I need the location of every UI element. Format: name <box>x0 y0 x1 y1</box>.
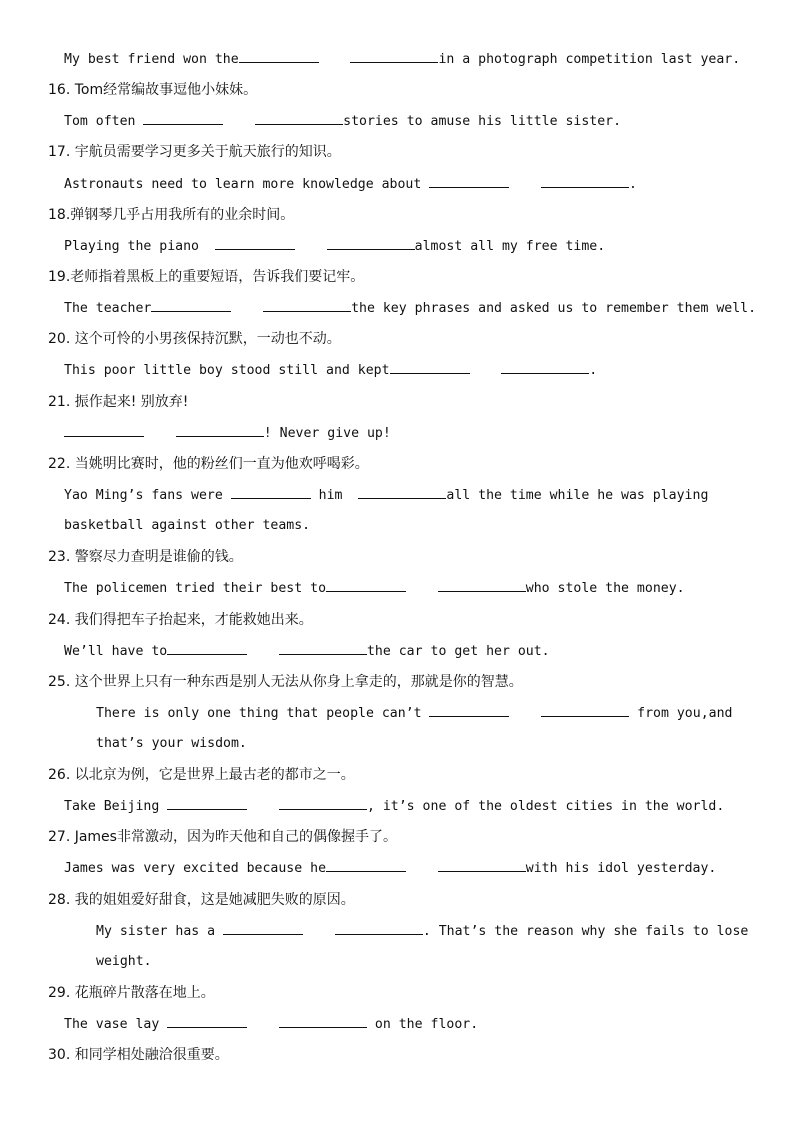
answer-line <box>64 173 637 195</box>
fill-in-blank[interactable] <box>167 1013 247 1028</box>
answer-line <box>64 359 597 381</box>
sentence-text: Yao Ming’s fans were <box>64 488 231 503</box>
answer-line <box>64 640 550 662</box>
fill-in-blank[interactable] <box>390 359 470 374</box>
sentence-text: the car to get her out. <box>366 644 550 659</box>
fill-in-blank[interactable] <box>327 235 415 250</box>
fill-in-blank[interactable] <box>176 422 264 437</box>
question-prompt: 27. James非常激动，因为昨天他和自己的偶像握手了。 <box>48 829 397 845</box>
answer-line <box>64 577 685 599</box>
sentence-text <box>223 114 255 129</box>
question-prompt: 18.弹钢琴几乎占用我所有的业余时间。 <box>48 207 295 223</box>
answer-line <box>64 297 756 319</box>
fill-in-blank[interactable] <box>223 920 303 935</box>
question-prompt: 22. 当姚明比赛时，他的粉丝们一直为他欢呼喝彩。 <box>48 456 369 472</box>
sentence-text: This poor little boy stood still and kept <box>64 363 390 378</box>
fill-in-blank[interactable] <box>215 235 295 250</box>
sentence-text: . <box>629 177 637 192</box>
fill-in-blank[interactable] <box>541 702 629 717</box>
sentence-text: . <box>589 363 598 378</box>
question-prompt: 19.老师指着黑板上的重要短语，告诉我们要记牢。 <box>48 269 365 285</box>
sentence-text: the key phrases and asked us to remember them well. <box>351 301 757 316</box>
sentence-text: all the time while he was playing <box>446 488 709 503</box>
question-prompt: 26. 以北京为例，它是世界上最古老的都市之一。 <box>48 767 355 783</box>
fill-in-blank[interactable] <box>541 173 629 188</box>
sentence-text: ! Never give up! <box>263 426 391 441</box>
fill-in-blank[interactable] <box>358 484 446 499</box>
answer-line <box>64 422 391 444</box>
answer-line <box>64 235 605 257</box>
fill-in-blank[interactable] <box>239 48 319 63</box>
sentence-text: basketball against other teams. <box>64 518 311 533</box>
sentence-text <box>406 581 438 596</box>
answer-line <box>64 857 716 879</box>
fill-in-blank[interactable] <box>326 577 406 592</box>
answer-line <box>96 920 748 942</box>
answer-line <box>64 515 310 537</box>
answer-line <box>64 484 708 506</box>
sentence-text: My sister has a <box>96 924 224 939</box>
answer-line <box>64 110 621 132</box>
sentence-text: My best friend won the <box>64 52 239 67</box>
sentence-text: There is only one thing that people can’t <box>96 706 430 721</box>
fill-in-blank[interactable] <box>231 484 311 499</box>
answer-line <box>96 951 152 973</box>
answer-line <box>64 1013 478 1035</box>
sentence-text: stories to amuse his little sister. <box>343 114 622 129</box>
sentence-text: who stole the money. <box>525 581 685 596</box>
sentence-text: , it’s one of the oldest cities in the world. <box>366 799 725 814</box>
sentence-text: We’ll have to <box>64 644 168 659</box>
sentence-text <box>247 644 279 659</box>
sentence-text: The policemen tried their best to <box>64 581 327 596</box>
sentence-text <box>406 861 438 876</box>
fill-in-blank[interactable] <box>335 920 423 935</box>
question-prompt: 20. 这个可怜的小男孩保持沉默，一动也不动。 <box>48 331 341 347</box>
question-prompt: 23. 警察尽力查明是谁偷的钱。 <box>48 549 243 565</box>
question-prompt: 28. 我的姐姐爱好甜食，这是她减肥失败的原因。 <box>48 892 355 908</box>
sentence-text <box>509 706 541 721</box>
question-prompt: 16. Tom经常编故事逗他小妹妹。 <box>48 82 258 98</box>
sentence-text: Tom often <box>64 114 144 129</box>
answer-line <box>64 795 724 817</box>
fill-in-blank[interactable] <box>151 297 231 312</box>
answer-line <box>96 702 732 724</box>
sentence-text <box>509 177 541 192</box>
sentence-text: in a photograph competition last year. <box>438 52 741 67</box>
sentence-text: The teacher <box>64 301 152 316</box>
fill-in-blank[interactable] <box>326 857 406 872</box>
sentence-text: almost all my free time. <box>414 239 606 254</box>
sentence-text: . That’s the reason why she fails to lose <box>422 924 749 939</box>
sentence-text: that’s your wisdom. <box>96 736 247 751</box>
fill-in-blank[interactable] <box>143 110 223 125</box>
sentence-text <box>303 924 335 939</box>
sentence-text: The vase lay <box>64 1017 168 1032</box>
fill-in-blank[interactable] <box>429 702 509 717</box>
sentence-text: James was very excited because he <box>64 861 327 876</box>
fill-in-blank[interactable] <box>350 48 438 63</box>
sentence-text <box>144 426 176 441</box>
answer-line <box>96 733 247 755</box>
sentence-text: Take Beijing <box>64 799 168 814</box>
sentence-text: from you,and <box>629 706 733 721</box>
fill-in-blank[interactable] <box>279 1013 367 1028</box>
fill-in-blank[interactable] <box>429 173 509 188</box>
fill-in-blank[interactable] <box>64 422 144 437</box>
sentence-text: with his idol yesterday. <box>525 861 717 876</box>
fill-in-blank[interactable] <box>279 795 367 810</box>
question-prompt: 25. 这个世界上只有一种东西是别人无法从你身上拿走的，那就是你的智慧。 <box>48 674 523 690</box>
question-prompt: 24. 我们得把车子抬起来，才能救她出来。 <box>48 612 313 628</box>
answer-line <box>64 48 740 70</box>
question-prompt: 21. 振作起来! 别放弃! <box>48 394 189 410</box>
sentence-text <box>295 239 327 254</box>
sentence-text <box>231 301 263 316</box>
sentence-text <box>470 363 502 378</box>
sentence-text: weight. <box>96 954 152 969</box>
sentence-text <box>247 799 279 814</box>
sentence-text: Astronauts need to learn more knowledge about <box>64 177 430 192</box>
sentence-text: on the floor. <box>366 1017 479 1032</box>
question-prompt: 29. 花瓶碎片散落在地上。 <box>48 985 215 1001</box>
sentence-text: him <box>310 488 359 503</box>
fill-in-blank[interactable] <box>438 857 526 872</box>
fill-in-blank[interactable] <box>167 640 247 655</box>
question-prompt: 30. 和同学相处融洽很重要。 <box>48 1047 229 1063</box>
sentence-text <box>319 52 351 67</box>
fill-in-blank[interactable] <box>501 359 589 374</box>
fill-in-blank[interactable] <box>255 110 343 125</box>
fill-in-blank[interactable] <box>279 640 367 655</box>
fill-in-blank[interactable] <box>438 577 526 592</box>
fill-in-blank[interactable] <box>167 795 247 810</box>
question-prompt: 17. 宇航员需要学习更多关于航天旅行的知识。 <box>48 144 341 160</box>
fill-in-blank[interactable] <box>263 297 351 312</box>
sentence-text: Playing the piano <box>64 239 215 254</box>
sentence-text <box>247 1017 279 1032</box>
